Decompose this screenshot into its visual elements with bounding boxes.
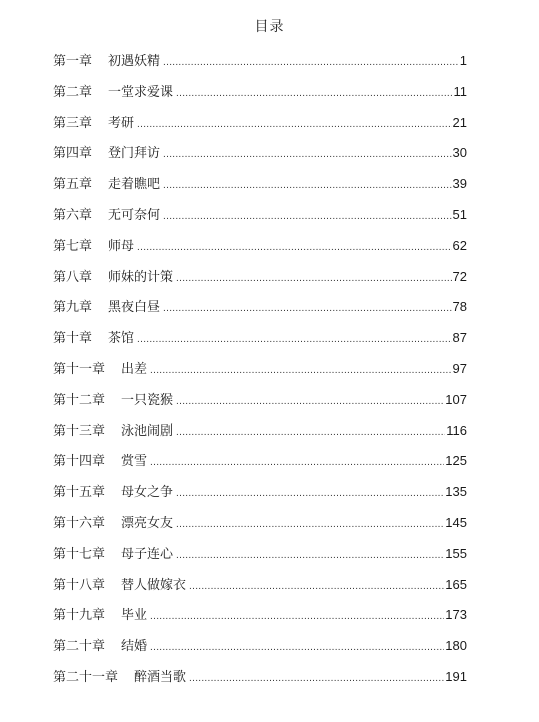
chapter-number: 第十六章 [53,515,106,531]
toc-entry [53,46,467,77]
chapter-title: 初遇妖精 [108,54,161,69]
toc-entry [53,292,467,323]
dot-leader [176,479,444,510]
page-number: 51 [452,206,467,222]
chapter-number: 第四章 [53,146,93,162]
page-number: 145 [445,514,467,530]
chapter-number: 第六章 [53,207,93,223]
page-number: 78 [452,299,467,315]
toc-entry [53,508,467,539]
toc-entry [53,354,467,385]
dot-leader [189,664,444,695]
dot-leader [150,602,444,633]
chapter-number: 第十五章 [53,485,106,501]
chapter-number: 第二十一章 [53,669,119,685]
dot-leader [137,325,452,356]
chapter-title: 母女之争 [121,485,174,501]
chapter-title: 无可奈何 [108,207,161,223]
page-number: 72 [452,268,467,284]
page-number: 125 [445,453,467,469]
chapter-title: 毕业 [121,608,148,624]
toc-entry [53,446,467,477]
dot-leader [176,510,444,541]
chapter-number: 第十一章 [53,361,106,377]
toc-entry [53,662,467,693]
dot-leader [176,387,444,418]
page-number: 97 [452,360,467,376]
toc-entry [53,169,467,200]
page-number: 180 [445,638,467,654]
chapter-number: 第十章 [53,331,93,347]
page-number: 21 [452,114,467,130]
toc-entry [53,108,467,139]
page-number: 107 [445,391,467,407]
page-number: 191 [445,668,467,684]
dot-leader [150,633,444,664]
page-number: 87 [452,330,467,346]
chapter-number: 第八章 [53,269,93,285]
chapter-number: 第一章 [53,54,93,69]
page-number: 116 [446,422,467,438]
dot-leader [163,202,452,233]
chapter-number: 第十四章 [53,454,106,470]
toc-entry [53,477,467,508]
chapter-title: 醉酒当歌 [134,669,187,685]
toc-entry [53,138,467,169]
toc-title: 目录 [254,19,285,35]
page-number: 1 [459,53,467,68]
chapter-title: 替人做嫁衣 [121,577,187,593]
chapter-number: 第十九章 [53,608,106,624]
toc-entry [53,570,467,601]
chapter-number: 第七章 [53,238,93,254]
toc-entry [53,600,467,631]
page-number: 39 [452,176,467,192]
toc-entry [53,385,467,416]
toc-list [53,46,467,693]
chapter-number: 第二十章 [53,639,106,655]
chapter-title: 母子连心 [121,546,174,562]
chapter-number: 第十二章 [53,392,106,408]
chapter-number: 第二章 [53,84,93,100]
dot-leader [150,448,444,479]
dot-leader [163,140,452,171]
page-number: 135 [445,484,467,500]
page-number: 30 [452,145,467,161]
dot-leader [150,356,452,387]
dot-leader [189,572,444,603]
chapter-title: 走着瞧吧 [108,177,161,193]
page-number: 62 [452,237,467,253]
toc-entry [53,200,467,231]
dot-leader [163,171,452,202]
chapter-title: 师母 [108,238,135,254]
chapter-title: 师妹的计策 [108,269,174,285]
dot-leader [176,541,444,572]
dot-leader [163,294,452,325]
chapter-title: 泳池闹剧 [121,423,174,439]
toc-entry [53,539,467,570]
toc-entry [53,231,467,262]
dot-leader [163,48,459,79]
toc-entry [53,631,467,662]
chapter-title: 一堂求爱课 [108,84,174,100]
chapter-title: 考研 [108,115,135,131]
chapter-number: 第五章 [53,177,93,193]
chapter-number: 第十三章 [53,423,106,439]
chapter-number: 第三章 [53,115,93,131]
page-number: 11 [453,83,467,99]
chapter-title: 出差 [121,361,148,377]
chapter-number: 第九章 [53,300,93,316]
chapter-number: 第十八章 [53,577,106,593]
toc-entry [53,262,467,293]
chapter-title: 黑夜白昼 [108,300,161,316]
chapter-title: 赏雪 [121,454,148,470]
chapter-title: 漂亮女友 [121,515,174,531]
toc-entry [53,323,467,354]
chapter-title: 茶馆 [108,331,135,347]
page-number: 173 [445,607,467,623]
page-number: 155 [445,545,467,561]
page-number: 165 [445,576,467,592]
chapter-number: 第十七章 [53,546,106,562]
toc-entry [53,77,467,108]
chapter-title: 结婚 [121,639,148,655]
dot-leader [137,110,452,141]
dot-leader [176,264,452,295]
dot-leader [137,233,452,264]
chapter-title: 一只瓷猴 [121,392,174,408]
dot-leader [176,79,452,110]
chapter-title: 登门拜访 [108,146,161,162]
dot-leader [176,418,445,449]
toc-entry [53,416,467,447]
